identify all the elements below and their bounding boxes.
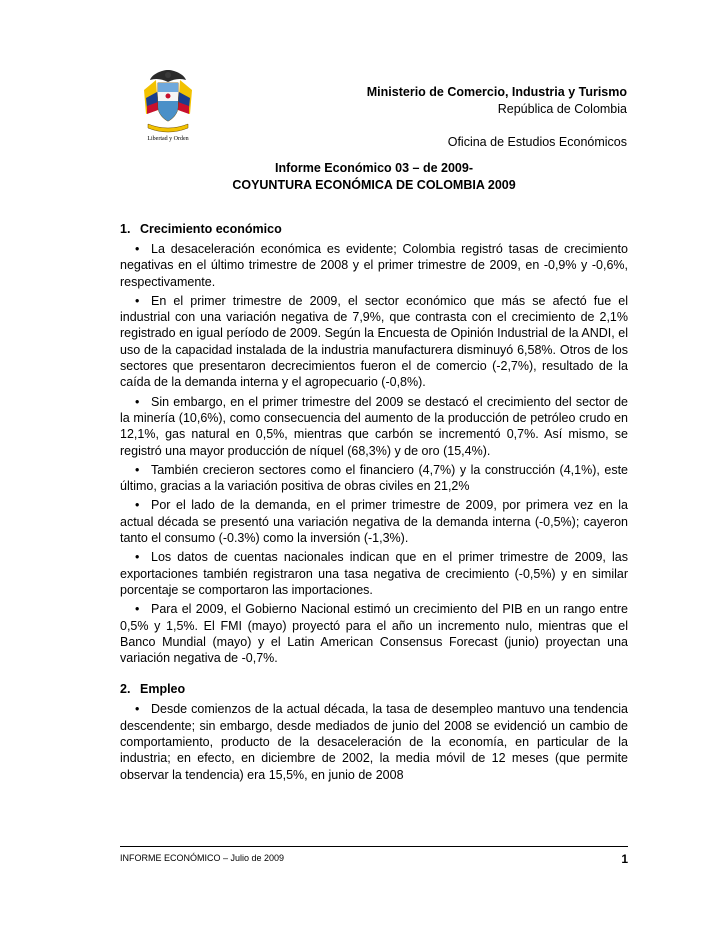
bullet-icon: • [135,242,140,256]
bullet-paragraph [120,701,628,782]
bullet-icon: • [135,702,140,717]
bullet-icon: • [135,498,140,513]
section-heading-growth [120,220,628,238]
report-title-line1: Informe Económico 03 – de 2009- [275,161,473,175]
country-name: República de Colombia [497,102,627,116]
bullet-paragraph [120,394,628,459]
bullet-paragraph [120,462,628,495]
section-title: Crecimiento económico [140,222,282,236]
section-number: 2. [120,682,131,697]
page-footer [120,846,628,867]
report-title-line2: COYUNTURA ECONÓMICA DE COLOMBIA 2009 [232,178,516,192]
bullet-icon: • [135,550,140,565]
section-number: 1. [120,222,131,236]
paragraph-text: También crecieron sectores como el financiero (4,7%) y la construcción (4,1%), este último, gracias a la variación positiva de obras civiles en 21,2% [120,462,628,494]
paragraph-text: Los datos de cuentas nacionales indican que en el primer trimestre de 2009, las exportaciones también registraron una tasa negativa de crecimiento (-0,5%) y en similar porcentaje se comportaron las importaciones. [120,550,628,597]
coat-of-arms-icon [138,66,198,136]
bullet-paragraph [120,601,628,666]
bullet-paragraph [120,549,628,598]
footer-report-label: INFORME ECONÓMICO – Julio de 2009 [120,853,285,863]
ministry-name: Ministerio de Comercio, Industria y Turismo [366,85,627,99]
page-number: 1 [621,852,628,866]
paragraph-text: La desaceleración económica es evidente; Colombia registró tasas de crecimiento negativas en el último trimestre de 2008 y el primer trimestre de 2009, en -0,9% y -0,6%, respectivamente. [120,242,628,289]
seal-motto: Libertad y Orden [147,136,189,142]
paragraph-text: En el primer trimestre de 2009, el sector económico que más se afectó fue el industrial con una variación negativa de 7,9%, que contrasta con el crecimiento de 2,1% registrado en igual período de 2009. Según la Encuesta de Opinión Industrial de la ANDI, el uso de la capacidad instalada de la industria manufacturera disminuyó 6,58%. Otros de los sectores que presentaron decrecimientos fueron el de comercio (-2,7%), resultado de la caída de la demanda interna y el agropecuario (-0,8%). [120,293,628,390]
bullet-icon: • [135,602,140,617]
document-header [367,84,627,151]
bullet-paragraph [120,293,628,391]
bullet-paragraph [120,241,628,290]
paragraph-text: Desde comienzos de la actual década, la tasa de desempleo mantuvo una tendencia descendente; sin embargo, desde mediados de junio del 2008 se evidenció un cambio de comportamiento, producto de la desaceleración de la economía, en particular de la industria; en efecto, en diciembre de 2002, la media móvil de 12 meses (que permite observar la tendencia) era 15,5%, en junio de 2008 [120,702,628,782]
section-heading-employment [120,680,628,698]
bullet-icon: • [135,293,140,308]
bullet-icon: • [135,394,140,409]
paragraph-text: Para el 2009, el Gobierno Nacional estimó un crecimiento del PIB en un rango entre 0,5% y 1,5%. El FMI (mayo) proyectó para el año un incremento nulo, mientras que el Banco Mundial (mayo) y el Latin American Consensus Forecast (junio) proyectan una variación negativa de -0,7%. [120,602,628,666]
office-name: Oficina de Estudios Económicos [447,135,627,149]
paragraph-text: Por el lado de la demanda, en el primer trimestre de 2009, por primera vez en la actual década se presentó una variación negativa de la demanda interna (-0,5%); cayeron tanto el consumo (-0.3%) como la inversión (-1,3%). [120,498,628,546]
bullet-paragraph [120,497,628,546]
section-title: Empleo [140,682,186,697]
report-title [120,160,628,194]
bullet-icon: • [135,462,140,477]
report-body [120,220,628,783]
coat-of-arms-seal [138,66,198,150]
paragraph-text: Sin embargo, en el primer trimestre del 2009 se destacó el crecimiento del sector de la minería (10,6%), como consecuencia del aumento de la producción de petróleo crudo en 12,1%, gas natural en 0,5%, mientras que carbón se incrementó 0,7%. Así mismo, se registró una mayor producción de níquel (68,3%) y de oro (15,4%). [120,394,628,458]
